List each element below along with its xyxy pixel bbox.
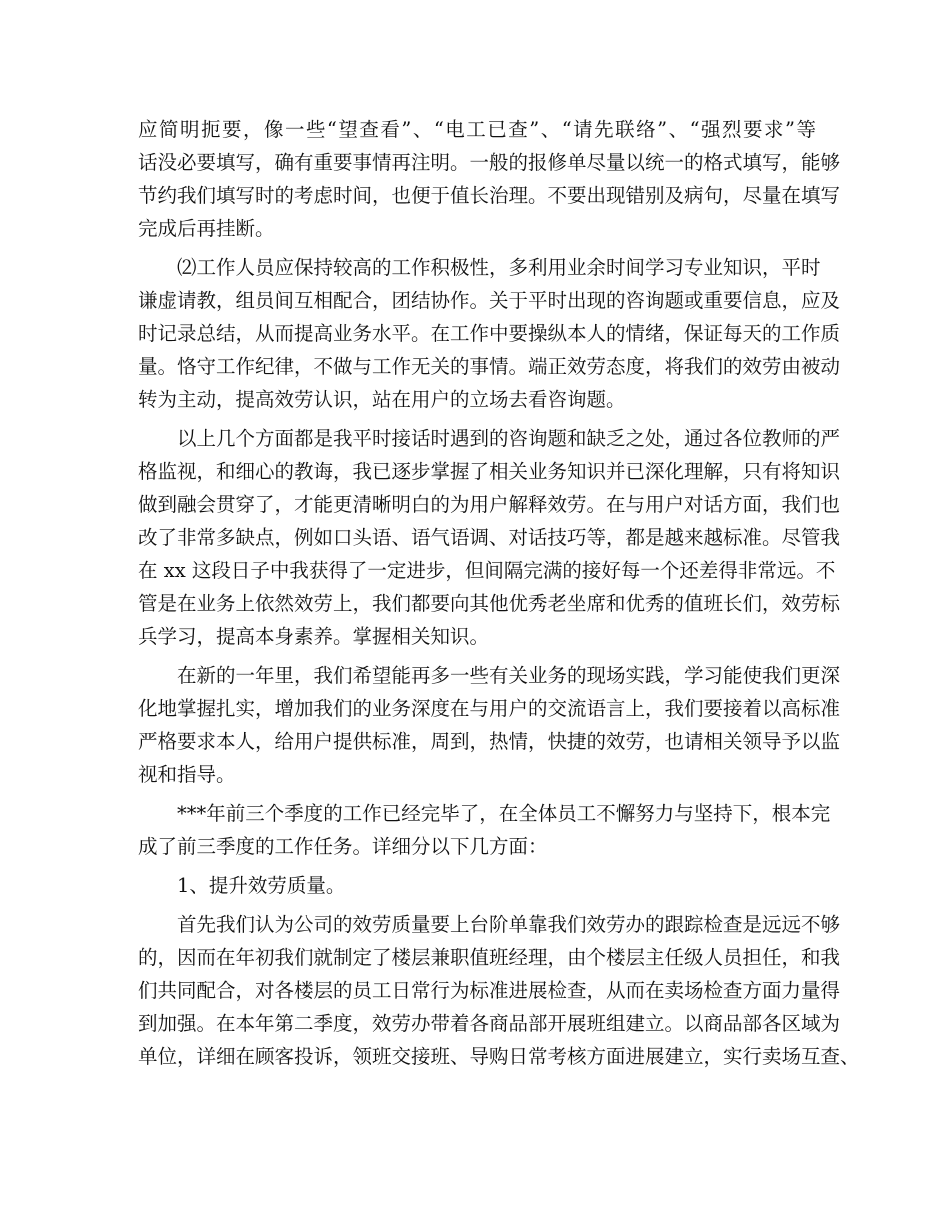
text-line: 格监视，和细心的教诲，我已逐步掌握了相关业务知识并已深化理解，只有将知识 [138,460,841,483]
text-line: 到加强。在本年第二季度，效劳办带着各商品部开展班组建立。以商品部各区域为 [138,1012,841,1035]
text-line: 的，因而在年初我们就制定了楼层兼职值班经理，由个楼层主任级人员担任，和我 [138,946,841,969]
text-line: 兵学习，提高本身素养。掌握相关知识。 [138,625,490,648]
text-line: 严格要求本人，给用户提供标准，周到，热情，快捷的效劳，也请相关领导予以监 [138,730,841,753]
text-line: 在新的一年里，我们希望能再多一些有关业务的现场实践，学习能使我们更深 [177,664,841,687]
text-line: 们共同配合，对各楼层的员工日常行为标准进展检查，从而在卖场检查方面力量得 [138,979,841,1002]
text-line: 节约我们填写时的考虑时间，也便于值长治理。不要出现错别及病句，尽量在填写 [138,184,841,207]
text-line: ⑵工作人员应保持较高的工作积极性，多利用业余时间学习专业知识，平时 [177,256,821,279]
text-line: 改了非常多缺点，例如口头语、语气语调、对话技巧等，都是越来越标准。尽管我 [138,526,841,549]
text-line: ***年前三个季度的工作已经完毕了，在全体员工不懈努力与坚持下，根本完 [177,802,831,825]
text-line: 应简明扼要，像一些“望查看”、“电工已查”、“请先联络”、“强烈要求”等 [138,118,816,141]
text-line: 化地掌握扎实，增加我们的业务深度在与用户的交流语言上，我们要接着以高标准 [138,697,841,720]
text-line: 量。恪守工作纪律，不做与工作无关的事情。端正效劳态度，将我们的效劳由被动 [138,355,841,378]
text-line: 转为主动，提高效劳认识，站在用户的立场去看咨询题。 [138,388,626,411]
document-body [138,113,860,1073]
text-line: 在 xx 这段日子中我获得了一定进步，但间隔完满的接好每一个还差得非常远。不 [138,559,836,582]
text-line: 完成后再挂断。 [138,217,275,240]
text-line: 以上几个方面都是我平时接话时遇到的咨询题和缺乏之处，通过各位教师的严 [177,427,841,450]
text-line: 成了前三季度的工作任务。详细分以下几方面： [138,835,548,858]
text-line: 做到融会贯穿了，才能更清晰明白的为用户解释效劳。在与用户对话方面，我们也 [138,493,841,516]
text-line: 视和指导。 [138,763,236,786]
text-line: 话没必要填写，确有重要事情再注明。一般的报修单尽量以统一的格式填写，能够 [138,151,841,174]
text-line: 管是在业务上依然效劳上，我们都要向其他优秀老坐席和优秀的值班长们，效劳标 [138,592,841,615]
text-line: 1、提升效劳质量。 [177,874,346,897]
text-line: 时记录总结，从而提高业务水平。在工作中要操纵本人的情绪，保证每天的工作质 [138,322,841,345]
text-line: 谦虚请教，组员间互相配合，团结协作。关于平时出现的咨询题或重要信息，应及 [138,289,841,312]
text-line: 单位，详细在顾客投诉，领班交接班、导购日常考核方面进展建立，实行卖场互查、 [138,1045,860,1068]
text-line: 首先我们认为公司的效劳质量要上台阶单靠我们效劳办的跟踪检查是远远不够 [177,913,841,936]
